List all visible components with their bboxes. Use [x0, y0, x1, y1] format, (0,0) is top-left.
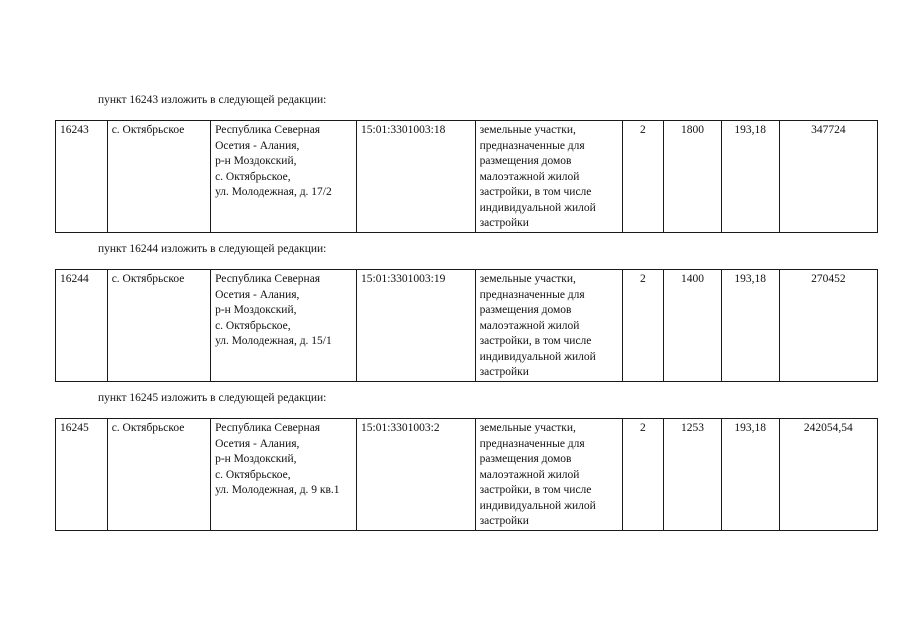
rate-cell: 193,18 — [721, 419, 779, 531]
plot-number-cell: 16244 — [56, 270, 108, 382]
group-cell: 2 — [622, 121, 664, 233]
cadastral-value-cell: 242054,54 — [779, 419, 877, 531]
cadastral-number-cell: 15:01:3301003:2 — [357, 419, 476, 531]
area-cell: 1800 — [664, 121, 722, 233]
table-row — [56, 121, 878, 233]
address-cell: Республика Северная Осетия - Алания, р-н Моздокский, с. Октябрьское, ул. Молодежная, д. 9 кв.1 — [211, 419, 357, 531]
land-table-16243 — [55, 120, 878, 233]
block-heading-16243: пункт 16243 изложить в следующей редакции: — [98, 94, 327, 106]
cadastral-number-cell: 15:01:3301003:19 — [357, 270, 476, 382]
land-table-16245 — [55, 418, 878, 531]
land-use-cell: земельные участки, предназначенные для размещения домов малоэтажной жилой застройки, в том числе индивидуальной жилой застройки — [475, 121, 622, 233]
land-use-cell: земельные участки, предназначенные для размещения домов малоэтажной жилой застройки, в том числе индивидуальной жилой застройки — [475, 419, 622, 531]
address-cell: Республика Северная Осетия - Алания, р-н Моздокский, с. Октябрьское, ул. Молодежная, д. 15/1 — [211, 270, 357, 382]
rate-cell: 193,18 — [721, 270, 779, 382]
table-row — [56, 270, 878, 382]
settlement-cell: с. Октябрьское — [107, 270, 210, 382]
address-cell: Республика Северная Осетия - Алания, р-н Моздокский, с. Октябрьское, ул. Молодежная, д. 17/2 — [211, 121, 357, 233]
rate-cell: 193,18 — [721, 121, 779, 233]
cadastral-number-cell: 15:01:3301003:18 — [357, 121, 476, 233]
block-heading-16244: пункт 16244 изложить в следующей редакции: — [98, 243, 327, 255]
plot-number-cell: 16245 — [56, 419, 108, 531]
area-cell: 1400 — [664, 270, 722, 382]
settlement-cell: с. Октябрьское — [107, 419, 210, 531]
area-cell: 1253 — [664, 419, 722, 531]
table-row — [56, 419, 878, 531]
land-use-cell: земельные участки, предназначенные для размещения домов малоэтажной жилой застройки, в том числе индивидуальной жилой застройки — [475, 270, 622, 382]
group-cell: 2 — [622, 270, 664, 382]
settlement-cell: с. Октябрьское — [107, 121, 210, 233]
cadastral-value-cell: 270452 — [779, 270, 877, 382]
plot-number-cell: 16243 — [56, 121, 108, 233]
group-cell: 2 — [622, 419, 664, 531]
land-table-16244 — [55, 269, 878, 382]
block-heading-16245: пункт 16245 изложить в следующей редакции: — [98, 392, 327, 404]
cadastral-value-cell: 347724 — [779, 121, 877, 233]
